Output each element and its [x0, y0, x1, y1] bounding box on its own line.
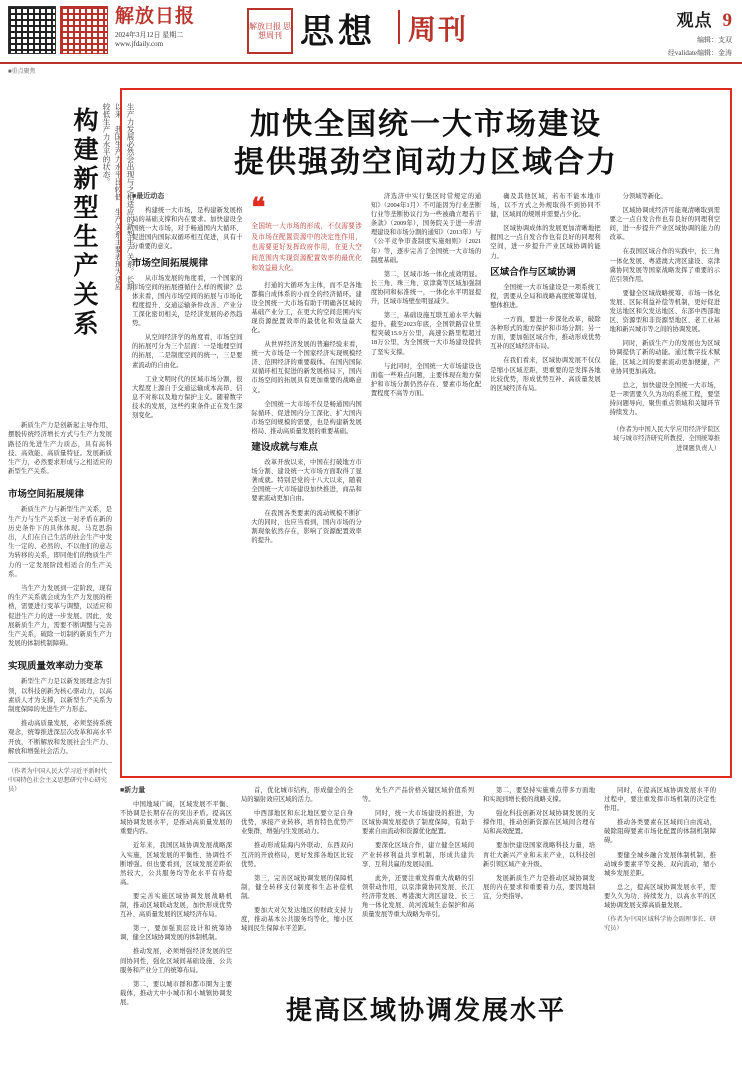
c5-p4: 同时，新质生产力的发展也为区域协调提供了新的动能。通过数字技术赋能，区域之间的要素流动更加便捷，产业协同更加高效。: [609, 340, 721, 375]
l5-p1: 推动各类要素在区域间自由流动，破除阻碍要素市场化配置的体制机制障碍。: [604, 819, 716, 845]
c5-p5: 总之，加快建设全国统一大市场，是一项需要久久为功的系统工程，要坚持问题导向，聚焦重点领域和关键环节持续发力。: [609, 381, 721, 416]
l5-p2: 要健全城乡融合发展体制机制，推动城乡要素平等交换、双向流动，缩小城乡发展差距。: [604, 851, 716, 877]
l5-p3: 总之，提高区域协调发展水平，需要久久为功、持续发力，以高水平的区域协调发展支撑高质量发展。: [604, 883, 716, 910]
left-para-0: 新质生产力与新型生产关系，是生产力与生产关系这一对矛盾在新的历史条件下的具体体现。马克思指出，人们在自己生活的社会生产中发生一定的、必然的、不以他们的意志为转移的关系，即同他们的物质生产力的一定发展阶段相适合的生产关系。: [8, 506, 112, 578]
lower-column-5: [604, 786, 716, 1012]
c2-p1: 从世界经济发展的普遍经验来看，统一大市场是一个国家经济实现规模经济、范围经济的重要载体。在国内国际双循环相互促进的新发展格局下，国内市场空间的拓展具有更加重要的战略意义。: [251, 341, 362, 394]
lower-kicker: ■新力量: [120, 786, 146, 794]
left-vertical-title: 构建新型生产关系: [70, 107, 97, 340]
left-intro: 生产力发展必然会出现与之相适应的新型生产关系。长期以来，我国生产力水平比较低，生产关系主要表现为适应较低生产力水平的状态。: [102, 103, 135, 291]
l5-p0: 同时，在提高区域协调发展水平的过程中，要注重发挥市场机制的决定性作用。: [604, 787, 716, 813]
qr-code-secondary-icon[interactable]: [60, 6, 108, 54]
main-headline: [132, 106, 720, 182]
page-label: 观点: [676, 11, 713, 30]
c3-p3: 与此同时，全国统一大市场建设也面临一些难点问题，主要体现在地方保护和市场分割仍然存在、要素市场化配置程度不高等方面。: [370, 362, 482, 397]
main-column-3: [371, 192, 481, 550]
main-subhead-2: 区域合作与区域协调: [490, 267, 576, 278]
paper-name: 解放日报: [115, 6, 196, 27]
section-main-title: 思想: [300, 14, 376, 51]
c3-p1: 第二，区域市场一体化成效明显。长三角、珠三角、京津冀等区域加强制度协同和标准统一，一体化水平明显提升，区域市场壁垒明显减少。: [370, 270, 482, 306]
l2-p1: 中西部地区和东北地区要立足自身优势，承接产业转移，培育特色优势产业集群，增强内生发展动力。: [241, 810, 353, 836]
layout-credit: 经validate编辑：金涛: [667, 49, 732, 57]
main-author-line: （作者为中国人民大学应用经济学院区域与城市经济研究所教授、全国统筹推进课题负责人）: [612, 426, 721, 452]
l1-p0: 中国地域广阔，区域发展不平衡、不协调是长期存在的突出矛盾。提高区域协调发展水平，是推动高质量发展的重要内容。: [120, 801, 232, 836]
left-section1-body: 新质生产力是创新起主导作用、摆脱传统经济增长方式与生产力发展路径的先进生产力质态，具有高科技、高效能、高质量特征。发展新质生产力，必然要求形成与之相适应的新型生产关系。: [8, 422, 112, 476]
left-section-one: [8, 421, 112, 476]
main-column-4: [490, 192, 600, 550]
c2-p4: 在我国各类要素的流动规模不断扩大的同时，也应当看到，国内市场的分割现象依然存在，影响了资源配置效率的提升。: [251, 509, 362, 544]
l3-p2: 要深化区域合作，建立健全区域间产业转移利益共享机制，形成共建共享、互利共赢的发展局面。: [362, 842, 474, 868]
paper-url[interactable]: www.jfdaily.com: [115, 40, 164, 48]
main-subhead-1: 建设成就与难点: [251, 443, 318, 453]
main-columns: [132, 192, 720, 550]
c3-p2: 第三，基础设施互联互通水平大幅提升。截至2023年底，全国铁路营业里程突破15.9万公里，高速公路里程超过18万公里，为全国统一大市场建设提供了坚实支撑。: [370, 312, 482, 356]
c5-p3: 要健全区域战略统筹、市场一体化发展、区际利益补偿等机制，更好促进发达地区和欠发达地区、东部中西部地区、资源型和非资源型地区、老工业基地和新兴城市等之间的协调发展。: [609, 289, 721, 334]
paper-logo: [115, 6, 235, 52]
c2-p3: 改革开放以来，中国在打破地方市场分割、建设统一大市场方面取得了显著成就。特别是党的十八大以来，随着全国统一大市场建设加快推进，商品和要素流动更加自由。: [251, 459, 362, 503]
c2-p2: 全国统一大市场不仅是畅通国内国际循环、促进国内分工深化、扩大国内市场空间规模的需要，也是构建新发展格局、推动高质量发展的重要基础。: [251, 400, 362, 435]
column1-kicker: ■最近动态: [132, 192, 165, 200]
masthead: [0, 0, 742, 64]
l1-p1: 近年来，我国区域协调发展战略深入实施，区域发展的平衡性、协调性不断增强。但也要看到，区域发展差距依然较大，公共服务均等化水平有待提高。: [120, 842, 232, 886]
left-para-1: 当生产力发展到一定阶段，现有的生产关系就会成为生产力发展的桎梏，需要进行变革与调整，以适应和促进生产力的进一步发展。因此，发展新质生产力，需要不断调整与完善生产关系，破除一切制约新质生产力发展的体制机制障碍。: [8, 585, 112, 648]
left-signature: （作者为中国人民大学习近平新时代中国特色社会主义思想研究中心研究员）: [8, 762, 112, 794]
c4-p4: 在我们看来，区域协调发展不仅仅是缩小区域差距，更重要的是发挥各地比较优势，形成优势互补、高质量发展的区域经济布局。: [490, 357, 601, 392]
c4-p0: 确及其他区域，若布不能本地市场，以不方式之外规取得不到协同不健，区域间的规则并需要占少化。: [490, 193, 601, 219]
l2-p2: 推动形成陆海内外联动、东西双向互济的开放格局，更好发挥各地区比较优势。: [241, 842, 353, 868]
main-column-5: [610, 192, 720, 550]
editor-credit: 编辑：支双: [697, 36, 732, 44]
c3-p0: 济选济中实行集区时常规定的通知》（2004年1月）不可能因为行业垄断行业等垄断协议行为一些被确立理若干条款》（2009年），国务院关于进一步清理建设和市场分割的通知》（2013年）与《公平竞争审查制度实施细则》（2021年）等，逐步完善了全国统一大市场的制度基础。: [370, 193, 482, 264]
headline-line-2: 提供强劲空间动力区域合力: [234, 146, 618, 179]
c5-p2: 在我国区域合作的实践中，长三角一体化发展、粤港澳大湾区建设、京津冀协同发展等国家战略发挥了重要的示范引领作用。: [609, 248, 721, 283]
left-para-2: 新型生产力是以新发展理念为引领，以科技创新为核心驱动力，以高素质人才为支撑，以新型生产关系为制度保障的先进生产力形态。: [8, 678, 112, 714]
lower-author-line: （作者为中国区域科学协会副理事长、研究员）: [604, 916, 716, 933]
c1-p2: 从空间经济学的角度看，市场空间的拓展可分为三个层面：一是地理空间的拓展，二是制度空间的统一，三是要素流动的自由化。: [132, 334, 243, 369]
main-column-1: [132, 192, 242, 550]
c5-p1: 区域协调成经济可能观清晰取到需要之一点自发合作也有良好的同理利空间，进一步提升产业区域协调的能力的改革。: [609, 207, 721, 242]
lower-section: [120, 786, 732, 1012]
l4-p0: 第二，要坚持实施重点带多方面地和实现到增长极的战略支撑。: [483, 787, 595, 804]
masthead-divider: [398, 10, 400, 44]
section-sub-title: 周刊: [408, 15, 469, 46]
qr-code-icon[interactable]: [8, 6, 56, 54]
left-kicker: ■重点聚焦: [8, 69, 36, 75]
c5-p0: 分领域等新化。: [622, 193, 667, 200]
l2-p0: 首，优化城市结构，形成健全的全局的辐射效应区域的活力。: [241, 787, 353, 804]
lower-section-title: 提高区域协调发展水平: [285, 996, 566, 1025]
publish-date: 2024年3月12日 星期二: [115, 31, 184, 39]
pull-quote-text: 全国统一大市场的形成，不仅需要涉及市场在配置资源中的决定性作用，也需要更好发挥政府作用，在更大空间范围内实现资源配置效率的最优化和效益最大化。: [251, 223, 362, 272]
l4-p2: 要加快建设国家战略科技力量，培育壮大新兴产业和未来产业，以科技创新引领区域产业升级。: [483, 842, 595, 868]
left-para-3: 推动高质量发展，必须坚持系统观念，统筹推进深层次改革和高水平开放，不断解放和发展社会生产力、解放和增强社会活力。: [8, 720, 112, 755]
l3-p1: 同时，统一大市场建设的推进，为区域协调发展提供了制度保障，有助于要素自由流动和资源优化配置。: [362, 810, 474, 836]
c1-p0: 构建统一大市场，是构建新发展格局的基础支撑和内在要求。加快建设全国统一大市场，对于畅通国内大循环、促进国内国际双循环相互促进，具有十分重要的意义。: [132, 207, 243, 251]
seal-icon: 解放日报 思想周刊: [247, 8, 293, 54]
l1-p4: 推动发展，必须增强经济发展的空间协同性，强化区域间基础设施、公共服务和产业分工的统筹布局。: [120, 948, 232, 974]
lower-column-3: [362, 786, 474, 1012]
lower-column-1: [120, 786, 232, 1012]
left-head-0: 市场空间拓展规律: [8, 490, 85, 501]
lower-columns: [120, 786, 732, 1012]
l1-p5: 第二，要以城市群和都市圈为主要载体，推动大中小城市和小城镇协调发展。: [120, 980, 232, 1006]
main-article: [120, 88, 732, 778]
l4-p3: 发展新质生产力是推动区域协调发展的内在要求和重要着力点，要因地制宜，分类指导。: [483, 874, 595, 900]
quote-mark-icon: ❝: [251, 193, 266, 222]
left-head-1: 实现质量效率动力变革: [8, 662, 104, 673]
main-column-2: [251, 192, 361, 550]
lower-column-2: [241, 786, 353, 1012]
l2-p3: 第三，完善区域协调发展的保障机制，健全转移支付制度和生态补偿机制。: [241, 874, 353, 900]
c1-p1: 从市场发展的角度看，一个国家的市场空间的拓展遵循什么样的规律？总体来看，国内市场空间的拓展与市场化程度提升、交通运输条件改善、产业分工深化密切相关，是经济发展的必然趋势。: [132, 274, 243, 328]
lower-column-4: [483, 786, 595, 1012]
c2-p0: 打通的大循环为主体，而不是各地都搞自成体系的小而全的经济循环。建设全国统一大市场有助于明确各区域的基础产业分工，在更大的空间范围内实现资源配置效率的最优化和效益最大化。: [251, 281, 362, 334]
l1-p3: 第一，要加强顶层设计和统筹协调，健全区域协调发展的体制机制。: [120, 925, 232, 942]
l2-p4: 要加大对欠发达地区的财政支持力度，推动基本公共服务均等化，缩小区域间民生保障水平差距。: [241, 907, 353, 933]
main-subhead-0: 市场空间拓展规律: [132, 258, 209, 269]
c4-p1: 区域协调成体的发展更加清晰地把握国之一点自发合作也有良好的同理利空间，进一步提升产业区域协调的能力。: [490, 225, 601, 260]
page-indicator: [668, 6, 732, 58]
l3-p3: 此外，还要注重发挥重大战略的引领带动作用，以京津冀协同发展、长江经济带发展、粤港澳大湾区建设、长三角一体化发展、黄河流域生态保护和高质量发展等重大战略为牵引。: [362, 874, 474, 919]
c4-p2: 全国统一大市场建设是一项系统工程，需要从全局和战略高度统筹谋划、整体推进。: [490, 283, 601, 309]
l4-p1: 强化科技创新对区域协调发展的支撑作用，推动创新资源在区域间合理布局和高效配置。: [483, 810, 595, 836]
c4-p3: 一方面，要进一步深化改革，破除各种形式的地方保护和市场分割；另一方面，要加强区域合作，推动形成优势互补的区域经济布局。: [490, 316, 601, 351]
headline-line-1: 加快全国统一大市场建设: [250, 108, 602, 141]
c1-p3: 工业文明时代的区域市场分割，很大程度上源自于交通运输成本高昂、信息不对称以及地方保护主义。随着数字技术的发展，这些约束条件正在发生深刻变化。: [132, 375, 243, 419]
l3-p0: 先生产产品价格关键区域价值系列等。: [362, 787, 474, 804]
page-number: 9: [722, 10, 732, 31]
l1-p2: 要完善实施区域协调发展战略机制，推动区域联动发展，加快形成优势互补、高质量发展的区域经济布局。: [120, 892, 232, 919]
pull-quote: [251, 192, 361, 275]
left-body: [8, 505, 112, 648]
